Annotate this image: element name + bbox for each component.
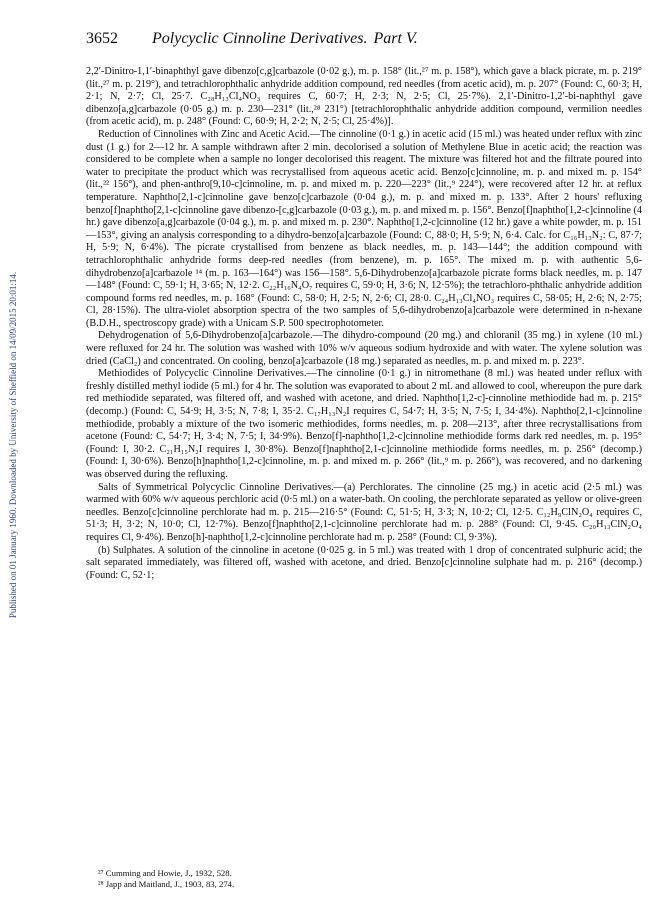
part-label: Part V. xyxy=(373,30,418,47)
paragraph-perchlorates: Salts of Symmetrical Polycyclic Cinnoline Derivatives.—(a) Perchlorates. The cinnoline (25 mg.) in acetic acid (2·5 ml.) was warmed with 60% w/v aqueous perchloric acid (0·5 ml.) on a water-bath. On cooling, the perchlorate separated as yellow or olive-green needles. Benzo[c]cinnoline perchlorate had m. p. 215—216·5° (Found: C, 51·5; H, 3·3; N, 10·2; Cl, 12·5. C₁₂H₉ClN₂O₄ requires C, 51·3; H, 3·2; N, 10·0; Cl, 12·7%). Benzo[f]naphtho[2,1-c]cinnoline perchlorate had m. p. 288° (Found: Cl, 9·45. C₂₀H₁₃ClN₂O₄ requires Cl, 9·4%). Benzo[h]-naphtho[1,2-c]cinnoline perchlorate had m. p. 258° (Found: Cl, 9·3%). xyxy=(86,481,642,543)
download-notice xyxy=(6,120,20,770)
paragraph-dehydrogenation: Dehydrogenation of 5,6-Dihydrobenzo[a]carbazole.—The dihydro-compound (20 mg.) and chloranil (35 mg.) in xylene (10 ml.) were refluxed for 24 hr. The solution was washed with 10% w/v aqueous sodium hydroxide and with water. The xylene solution was dried (CaCl₂) and concentrated. On cooling, benzo[a]carbazole (18 mg.) separated as needles, m. p. and mixed m. p. 223°. xyxy=(86,330,642,367)
paragraph-dinitro-binaphthyl: 2,2′-Dinitro-1,1′-binaphthyl gave dibenzo[c,g]carbazole (0·02 g.), m. p. 158° (lit.,²⁷ m. p. 158°), which gave a black picrate, m. p. 219° (lit.,²⁷ m. p. 219°), and tetrachlorophthalic anhydride addition compound, red needles (from acetic acid), m. p. 207° (Found: C, 60·3; H, 2·1; N, 2·7; Cl, 25·7. C₂₈H₁₃Cl₄NO₃ requires C, 60·7; H, 2·3; N, 2·5; Cl, 25·7%). 2,1′-Dinitro-1,2′-bi-naphthyl gave dibenzo[a,g]carbazole (0·05 g.) m. p. 230—231° (lit.,²⁸ 231°) [tetrachlorophthalic anhydride addition compound, vermilion needles (from acetic acid), m. p. 248° (Found: C, 60·9; H, 2·2; N, 2·5; Cl, 25·4%)]. xyxy=(86,66,642,128)
paragraph-zinc-reduction: Reduction of Cinnolines with Zinc and Acetic Acid.—The cinnoline (0·1 g.) in acetic acid (15 ml.) was heated under reflux with zinc dust (1 g.) for 2—12 hr. A sample withdrawn after 2 min. decolorised a solution of Methylene Blue in acetic acid; the reaction was considered to be complete when a sample no longer decolorised this reagent. The mixture was filtered hot and the filtrate poured into water to precipitate the product which was recrystallised from aqueous acetic acid. Benzo[c]cinnoline, m. p. and mixed m. p. 154° (lit.,²² 156°), and phen-anthro[9,10-c]cinnoline, m. p. and mixed m. p. 220—223° (lit.,⁹ 224°), were recovered after 12 hr. at reflux temperature. Naphtho[2,1-c]cinnoline gave benzo[c]carbazole (0·04 g.), m. p. and mixed m. p. 133°. After 2 hours' refluxing benzo[f]naphtho[2,1-c]cinnoline gave dibenzo-[c,g]carbazole (0·03 g.), m. p. and mixed m. p. 156°. Benzo[f]naphtho[1,2-c]cinnoline (4 hr.) gave dibenzo[a,g]carbazole (0·04 g.), m. p. and mixed m. p. 230°. Naphtho[1,2-c]cinnoline (12 hr.) gave a white powder, m. p. 151—153°, giving an analysis corresponding to a dihydro-benzo[a]carbazole (Found: C, 88·0; H, 5·9; N, 6·4. Calc. for C₁₆H₁₃N₂: C, 87·7; H, 5·9; N, 6·4%). The picrate crystallised from benzene as black needles, m. p. 143—144°; the addition compound with tetrachlorophthalic anhydride forms deep-red needles (from benzene), m. p. 165°. The mixed m. p. with authentic 5,6-dihydrobenzo[a]carbazole ¹⁴ (m. p. 163—164°) was 156—158°. 5,6-Dihydrobenzo[a]carbazole picrate forms black needles, m. p. 147—148° (Found: C, 59·1; H, 3·65; N, 12·2. C₂₂H₁₆N₄O₇ requires C, 59·0; H, 3·6; N, 12·5%); the tetrachloro-phthalic anhydride addition compound forms red needles, m. p. 168° (Found: C, 58·0; H, 2·5; N, 2·6; Cl, 28·0. C₂₄H₁₃Cl₄NO₃ requires C, 58·05; H, 2·6; N, 2·75; Cl, 28·15%). The ultra-violet absorption spectra of the two samples of 5,6-dihydrobenzo[a]carbazole were determined in n-hexane (B.D.H., spectroscopy grade) with a Unicam S.P. 500 spectrophotometer. xyxy=(86,128,642,329)
page-number: 3652 xyxy=(86,30,118,47)
running-title: Polycyclic Cinnoline Derivatives. xyxy=(152,30,368,47)
footnotes xyxy=(86,868,642,889)
page-header xyxy=(86,30,642,48)
article-body xyxy=(86,66,642,582)
paragraph-sulphates: (b) Sulphates. A solution of the cinnoline in acetone (0·025 g. in 5 ml.) was treated with 1 drop of concentrated sulphuric acid; the salt separated immediately, was filtered off, washed with acetone, and dried. Benzo[c]cinnoline sulphate had m. p. 216° (decomp.) (Found: C, 52·1; xyxy=(86,544,642,581)
footnote-27: ²⁷ Cumming and Howie, J., 1932, 528. xyxy=(98,868,232,878)
footnote-28: ²⁸ Japp and Maitland, J., 1903, 83, 274. xyxy=(98,878,235,889)
download-notice-text: Published on 01 January 1960. Downloaded by University of Sheffield on 14/09/2015 20:01:14. xyxy=(8,271,18,619)
paragraph-methiodides: Methiodides of Polycyclic Cinnoline Derivatives.—The cinnoline (0·1 g.) in nitromethane (8 ml.) was heated under reflux with freshly distilled methyl iodide (5 ml.) for 4 hr. The solution was evaporated to about 2 ml. and allowed to cool, whereupon the pure dark red methiodide separated, was filtered off, and washed with acetone, and dried. Naphtho[1,2-c]-cinnoline methiodide had m. p. 215° (decomp.) (Found: C, 54·9; H, 3·5; N, 7·8; I, 35·2. C₁₇H₁₃N₂I requires C, 54·7; H, 3·5; N, 7·5; I, 34·4%). Naphtho[2,1-c]cinnoline methiodide, probably a mixture of the two isomeric methiodides, forms needles, m. p. 208—213°, after three recrystallisations from acetone (Found: C, 54·7; H, 3·4; N, 7·5; I, 34·9%). Benzo[f]-naphtho[1,2-c]cinnoline methiodide forms dark red needles, m. p. 195° (Found: I, 30·2. C₂₁H₁₅N₂I requires I, 30·8%). Benzo[f]naphtho[2,1-c]cinnoline methiodide forms needles, m. p. 256° (decomp.) (Found: I, 30·6%). Benzo[h]naphtho[1,2-c]cinnoline, m. p. and mixed m. p. 266° (lit.,⁹ m. p. 266°), was recovered, and no darkening was observed during the refluxing. xyxy=(86,368,642,480)
